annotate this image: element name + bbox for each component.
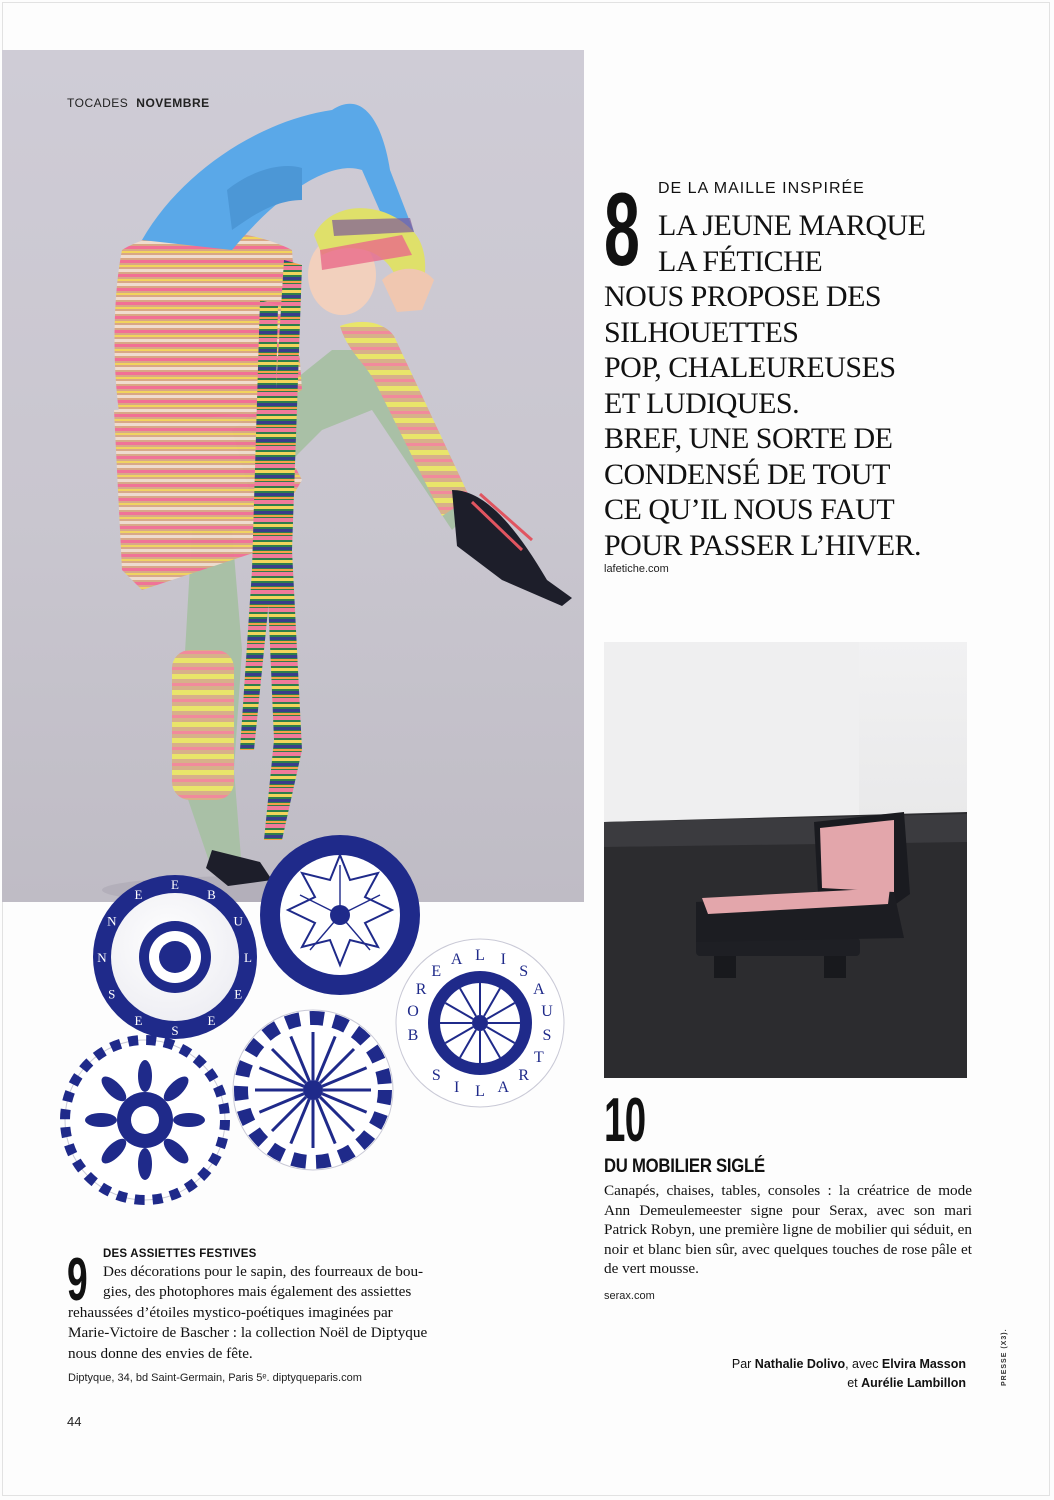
byline-mid: , avec <box>845 1357 882 1371</box>
body-line: nous donne des envies de fête. <box>68 1344 253 1362</box>
plates-photo <box>60 835 570 1205</box>
byline-contributor-2: Aurélie Lambillon <box>861 1375 966 1390</box>
byline-author: Nathalie Dolivo <box>754 1357 846 1371</box>
quote-line: BREF, UNE SORTE DE <box>604 422 893 455</box>
plate-letter: B <box>407 1026 419 1044</box>
plate-letter: S <box>542 1026 552 1044</box>
item-8-quote <box>604 208 1024 563</box>
quote-line: ET LUDIQUES. <box>604 386 800 420</box>
item-8-source: lafetiche.com <box>604 563 669 575</box>
photo-credit: PRESSE (X3). <box>1001 1328 1008 1386</box>
plate-letter: B <box>207 886 216 902</box>
month-label: NOVEMBRE <box>136 96 210 110</box>
byline <box>732 1355 966 1392</box>
plate-letter: E <box>431 962 442 980</box>
byline-contributor-1: Elvira Masson <box>881 1357 966 1371</box>
quote-line: LA JEUNE MARQUE <box>658 209 926 242</box>
quote-line: LA FÉTICHE <box>658 244 823 278</box>
plate-letter: L <box>475 1083 485 1100</box>
byline-line-2 <box>732 1374 966 1393</box>
plate-letter: S <box>171 1023 179 1038</box>
body-line: rehaussées d’étoiles mystico-poétiques imaginées par <box>68 1303 393 1321</box>
body-line: Des décorations pour le sapin, des fourreaux de bou- <box>103 1263 424 1280</box>
plate-5 <box>233 1010 393 1170</box>
quote-line: CONDENSÉ DE TOUT <box>604 457 890 491</box>
quote-line: POP, CHALEUREUSES <box>604 351 896 384</box>
plate-letter: R <box>415 981 427 998</box>
plate-letter: U <box>233 913 243 929</box>
plate-1 <box>93 875 257 1039</box>
section-label: TOCADES <box>67 96 129 110</box>
quote-line: SILHOUETTES <box>604 315 799 349</box>
plate-letter: L <box>244 950 252 965</box>
item-9-kicker: DES ASSIETTES FESTIVES <box>103 1248 257 1260</box>
item-9-number: 9 <box>67 1246 88 1313</box>
plate-letter: N <box>107 913 117 929</box>
running-head <box>67 96 210 110</box>
plate-letter: E <box>207 1013 216 1029</box>
plates-illustration <box>60 835 570 1205</box>
plate-letter: R <box>518 1067 530 1085</box>
plate-letter: A <box>497 1078 510 1096</box>
model-photo <box>2 50 584 902</box>
page-number: 44 <box>67 1414 82 1429</box>
chair-photo <box>604 642 967 1078</box>
item-10-kicker: DU MOBILIER SIGLÉ <box>604 1156 765 1177</box>
plate-letter: N <box>97 950 107 965</box>
item-10-number: 10 <box>604 1086 646 1155</box>
byline-and: et <box>847 1375 862 1390</box>
plate-letter: E <box>134 1013 143 1029</box>
plate-letter: S <box>108 986 116 1002</box>
plate-2 <box>260 835 420 995</box>
item-10-body: Canapés, chaises, tables, consoles : la créatrice de mode Ann Demeulemeester signe pour Serax, avec son mari Patrick Robyn, une première ligne de mobilier qui séduit, en noir et blanc bien sûr, avec quelques touches de rose pâle et de vert mousse. <box>604 1182 972 1278</box>
plate-letter: A <box>533 981 545 998</box>
byline-prefix: Par <box>731 1357 755 1371</box>
item-9-source: Diptyque, 34, bd Saint-Germain, Paris 5ᵉ. diptyqueparis.com <box>68 1372 362 1384</box>
body-line: Marie-Victoire de Bascher : la collection Noël de Diptyque <box>68 1324 428 1342</box>
item-10-source: serax.com <box>604 1290 655 1302</box>
quote-line: NOUS PROPOSE DES <box>604 280 882 313</box>
plate-4 <box>65 1040 225 1200</box>
plate-letter: O <box>407 1003 419 1021</box>
quote-line: POUR PASSER L’HIVER. <box>604 528 922 562</box>
plate-letter: S <box>431 1067 441 1085</box>
plate-letter: S <box>519 962 529 980</box>
item-8-number: 8 <box>604 172 639 288</box>
plate-letter: E <box>234 986 243 1002</box>
body-line: gies, des photophores mais également des assiettes <box>103 1283 412 1301</box>
plate-letter: T <box>534 1049 544 1066</box>
item-9-body <box>68 1262 510 1364</box>
plate-letter: E <box>134 886 143 902</box>
plate-letter: E <box>171 877 179 892</box>
plate-letter: I <box>454 1078 460 1096</box>
plate-letter: L <box>475 947 485 964</box>
plate-letter: I <box>500 951 506 969</box>
quote-line: CE QU’IL NOUS FAUT <box>604 493 895 526</box>
plate-letter: U <box>541 1003 553 1021</box>
plate-3 <box>396 939 564 1107</box>
plate-letter: A <box>450 951 463 969</box>
model-illustration <box>2 50 584 902</box>
chair-illustration <box>604 642 967 1078</box>
item-8-kicker: DE LA MAILLE INSPIRÉE <box>658 180 865 197</box>
byline-line-1 <box>732 1355 966 1374</box>
